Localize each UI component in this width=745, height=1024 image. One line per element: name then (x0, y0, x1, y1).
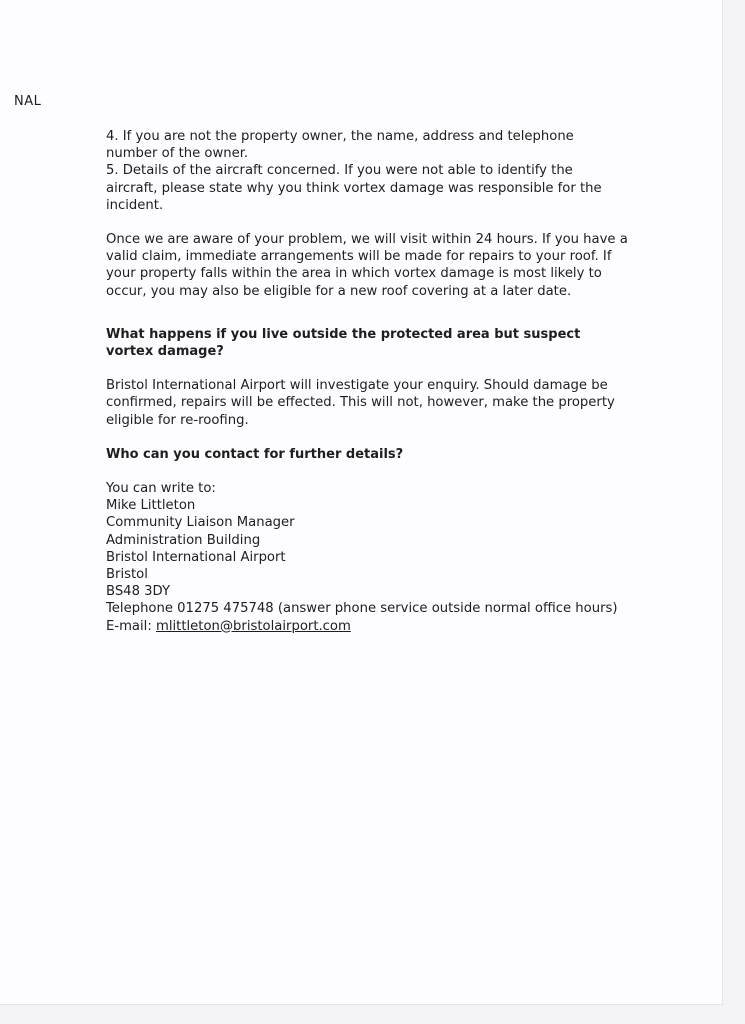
contact-address-block (106, 480, 628, 635)
email-link[interactable]: mlittleton@bristolairport.com (155, 618, 351, 634)
document-body (106, 128, 628, 635)
contact-heading: Who can you contact for further details? (106, 446, 404, 462)
list-item-5: 5. Details of the aircraft concerned. If you were not able to identify the aircraft, please state why you think vortex damage was responsible for the incident. (106, 163, 602, 213)
contact-intro: You can write to: (106, 481, 216, 497)
contact-telephone: Telephone 01275 475748 (answer phone service outside normal office hours) (106, 601, 618, 617)
scan-edge-right (723, 0, 745, 1024)
header-fragment: NAL (14, 94, 42, 109)
email-label: E-mail: (106, 618, 156, 634)
contact-organisation: Bristol International Airport (106, 549, 286, 565)
list-item-4: 4. If you are not the property owner, the name, address and telephone number of the owner. (106, 129, 574, 162)
outside-area-heading: What happens if you live outside the protected area but suspect vortex damage? (106, 326, 581, 360)
scan-edge-bottom (0, 1005, 745, 1024)
contact-postcode: BS48 3DY (106, 584, 171, 600)
response-paragraph: Once we are aware of your problem, we will visit within 24 hours. If you have a valid claim, immediate arrangements will be made for repairs to your roof. If your property falls within the area in which vortex damage is most likely to occur, you may also be eligible for a new roof covering at a later date. (106, 232, 628, 299)
contact-email-line (106, 618, 628, 635)
outside-area-paragraph: Bristol International Airport will investigate your enquiry. Should damage be confirmed, repairs will be effected. This will not, however, make the property eligible for re-roofing. (106, 378, 615, 428)
contact-title: Community Liaison Manager (106, 515, 295, 531)
contact-name: Mike Littleton (106, 498, 196, 514)
contact-building: Administration Building (106, 532, 261, 548)
contact-city: Bristol (106, 567, 148, 583)
